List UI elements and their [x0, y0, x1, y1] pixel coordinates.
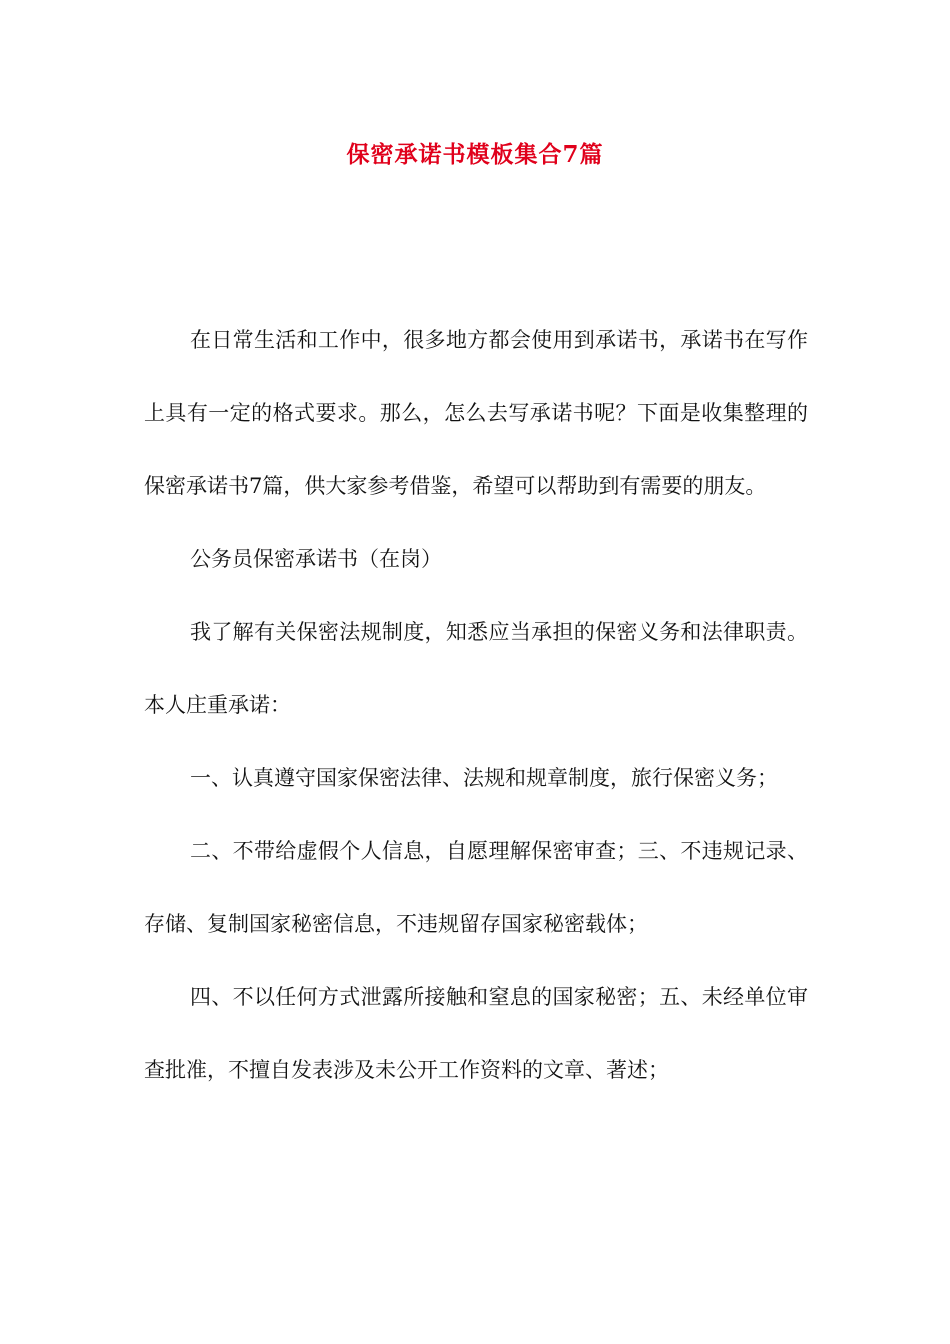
- paragraph-item-1: 一、认真遵守国家保密法律、法规和规章制度，旅行保密义务；: [190, 766, 778, 790]
- paragraph-item-4-5: 四、不以任何方式泄露所接触和窒息的国家秘密；五、未经单位审查批准，不擅自发表涉及未公开工作资料的文章、著述；: [144, 985, 808, 1082]
- paragraph-item-2-3: 二、不带给虚假个人信息，自愿理解保密审查；三、不违规记录、存储、复制国家秘密信息，不违规留存国家秘密载体；: [144, 839, 808, 936]
- paragraph-pledge-intro: 我了解有关保密法规制度，知悉应当承担的保密义务和法律职责。本人庄重承诺：: [144, 620, 808, 717]
- document-body: [144, 304, 808, 1107]
- paragraph-intro: 在日常生活和工作中，很多地方都会使用到承诺书，承诺书在写作上具有一定的格式要求。那么，怎么去写承诺书呢？下面是收集整理的保密承诺书7篇，供大家参考借鉴，希望可以帮助到有需要的朋友。: [144, 328, 808, 498]
- paragraph-section-heading: 公务员保密承诺书（在岗）: [190, 547, 442, 571]
- document-title: 保密承诺书模板集合7篇: [346, 141, 604, 168]
